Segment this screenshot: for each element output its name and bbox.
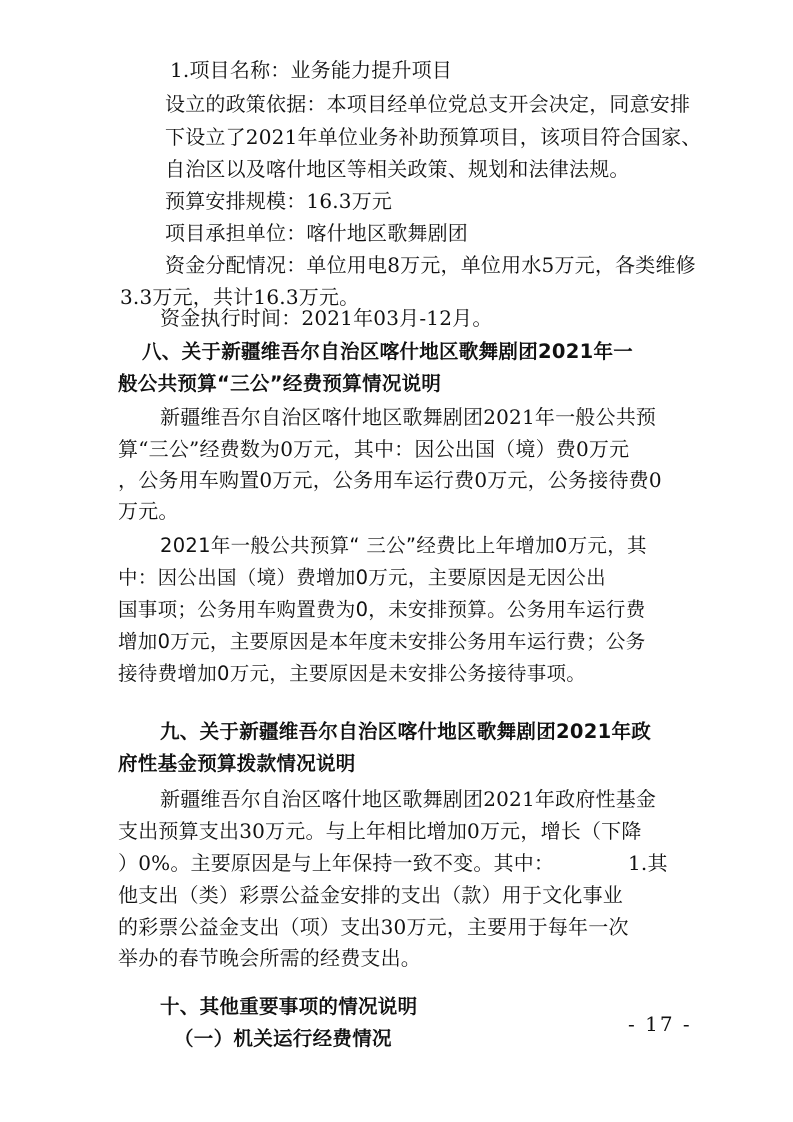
section8-para1-line-4: 万元。 [118, 499, 179, 523]
fund-allocation-line-2: 3.3万元，共计16.3万元。 [120, 285, 360, 309]
section8-title-line-1: 八、关于新疆维吾尔自治区喀什地区歌舞剧团2021年一 [142, 340, 634, 363]
policy-basis-line-1: 设立的政策依据：本项目经单位党总支开会决定，同意安排 [165, 92, 691, 116]
section9-para-line-5: 的彩票公益金支出（项）支出30万元，主要用于每年一次 [118, 915, 629, 939]
budget-scale-line: 预算安排规模：16.3万元 [165, 189, 393, 213]
section8-para2-line-3: 国事项；公务用车购置费为0，未安排预算。公务用车运行费 [118, 598, 646, 621]
fund-allocation-line-1: 资金分配情况：单位用电8万元，单位用水5万元，各类维修 [165, 253, 696, 277]
policy-basis-line-3: 自治区以及喀什地区等相关政策、规划和法律法规。 [165, 157, 630, 181]
section8-title-line-2: 般公共预算“三公”经费预算情况说明 [118, 372, 442, 395]
section8-para1-line-3: ，公务用车购置0万元，公务用车运行费0万元，公务接待费0 [118, 468, 662, 492]
undertaking-unit-line: 项目承担单位：喀什地区歌舞剧团 [165, 221, 468, 245]
project-name-line: 1.项目名称：业务能力提升项目 [170, 58, 453, 82]
section9-title-line-1: 九、关于新疆维吾尔自治区喀什地区歌舞剧团2021年政 [160, 720, 652, 743]
section9-para-line-4: 他支出（类）彩票公益金安排的支出（款）用于文化事业 [118, 883, 623, 907]
section9-para-line-3: ）0%。主要原因是与上年保持一致不变。其中： [118, 851, 555, 875]
section9-title-line-2: 府性基金预算拨款情况说明 [118, 752, 356, 775]
section9-para-line-1: 新疆维吾尔自治区喀什地区歌舞剧团2021年政府性基金 [160, 787, 657, 811]
section8-para1-line-2: 算“三公”经费数为0万元，其中：因公出国（境）费0万元 [118, 437, 630, 461]
section8-para2-line-4: 增加0万元，主要原因是本年度未安排公务用车运行费；公务 [118, 630, 646, 653]
policy-basis-line-2: 下设立了2021年单位业务补助预算项目，该项目符合国家、 [165, 125, 702, 149]
section8-para1-line-1: 新疆维吾尔自治区喀什地区歌舞剧团2021年一般公共预 [160, 405, 657, 429]
section9-para-line-2: 支出预算支出30万元。与上年相比增加0万元，增长（下降 [118, 819, 642, 843]
execution-time-line: 资金执行时间：2021年03月-12月。 [160, 306, 493, 330]
section8-para2-line-2: 中：因公出国（境）费增加0万元，主要原因是无因公出 [118, 566, 606, 589]
section9-para-line-3-end: 1.其 [628, 851, 668, 875]
section10-title: 十、其他重要事项的情况说明 [160, 995, 418, 1018]
section8-para2-line-1: 2021年一般公共预算“ 三公”经费比上年增加0万元，其 [160, 534, 647, 557]
section8-para2-line-5: 接待费增加0万元，主要原因是未安排公务接待事项。 [118, 662, 587, 685]
section9-para-line-6: 举办的春节晚会所需的经费支出。 [118, 946, 421, 970]
section10-subtitle: （一）机关运行经费情况 [174, 1027, 392, 1050]
page-number: - 17 - [628, 1012, 692, 1036]
